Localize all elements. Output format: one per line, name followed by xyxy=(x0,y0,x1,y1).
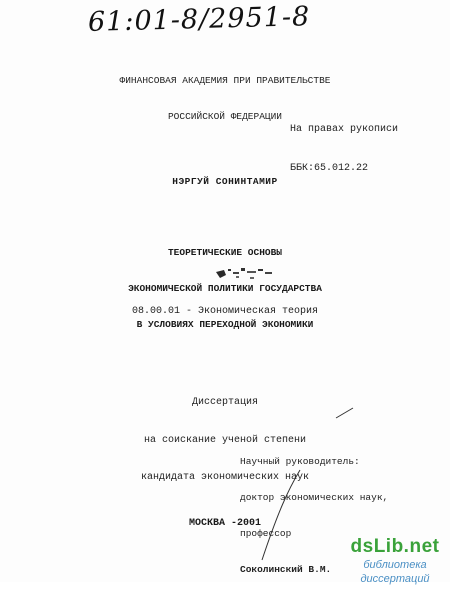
bbk-code: ББК:65.012.22 xyxy=(290,163,369,174)
adviser-role: Научный руководитель: xyxy=(240,456,360,467)
handwritten-catalog-number: 61:01-8/2951-8 xyxy=(87,1,311,38)
degree-line-3: кандидата экономических наук xyxy=(140,472,310,483)
title-line-3: В УСЛОВИЯХ ПЕРЕХОДНОЙ ЭКОНОМИКИ xyxy=(136,319,314,330)
city-and-year: МОСКВА -2001 xyxy=(188,518,261,529)
dslib-logo-text: dsLib.net xyxy=(350,536,440,557)
title-line-2: ЭКОНОМИЧЕСКОЙ ПОЛИТИКИ ГОСУДАРСТВА xyxy=(128,283,322,294)
dslib-caption: библиотека диссертаций xyxy=(360,559,430,585)
adviser-degree: доктор экономических наук, xyxy=(240,492,389,503)
pen-stroke-top xyxy=(336,408,353,418)
author-name: НЭРГУЙ СОНИНТАМИР xyxy=(172,176,278,187)
degree-line-2: на соискание ученой степени xyxy=(143,434,307,446)
adviser-title: профессор xyxy=(240,528,292,539)
manuscript-rights-label: На правах рукописи xyxy=(290,124,399,135)
degree-line-1: Диссертация xyxy=(191,397,258,408)
organization-line-2: РОССИЙСКОЙ ФЕДЕРАЦИИ xyxy=(167,111,283,122)
adviser-name: Соколинский В.М. xyxy=(240,564,332,575)
dslib-watermark[interactable] xyxy=(340,536,450,585)
organization-line-1: ФИНАНСОВАЯ АКАДЕМИЯ ПРИ ПРАВИТЕЛЬСТВЕ xyxy=(119,75,331,86)
title-line-1: ТЕОРЕТИЧЕСКИЕ ОСНОВЫ xyxy=(167,247,283,258)
specialty-code: 08.00.01 - Экономическая теория xyxy=(131,306,319,317)
